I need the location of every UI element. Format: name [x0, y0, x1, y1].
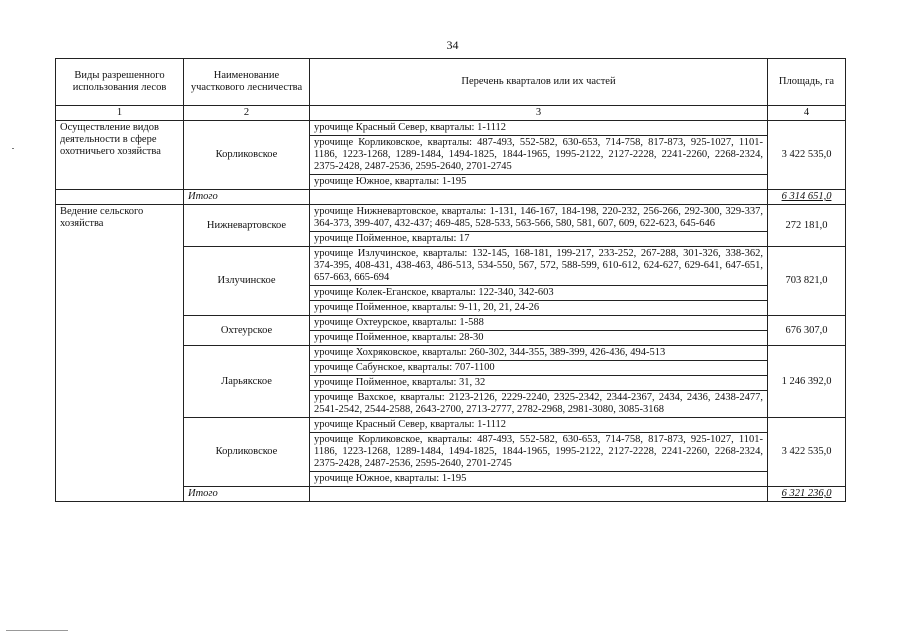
- parcel-cell: урочище Пойменное, кварталы: 28-30: [310, 331, 768, 346]
- area-cell: 3 422 535,0: [768, 121, 846, 190]
- total-row: [56, 190, 846, 205]
- total-label: Итого: [184, 487, 310, 502]
- header-row: [56, 59, 846, 106]
- total-label: Итого: [184, 190, 310, 205]
- use-type-hunting: Осуществление видов деятельности в сфере охотничьего хозяйства: [56, 121, 184, 190]
- col-number: 1: [56, 106, 184, 121]
- forestry-name: Корликовское: [184, 121, 310, 190]
- total-value: 6 314 651,0: [768, 190, 846, 205]
- parcel-cell: урочище Хохряковское, кварталы: 260-302, 344-355, 389-399, 426-436, 494-513: [310, 346, 768, 361]
- forestry-name: Корликовское: [184, 418, 310, 487]
- parcel-cell: урочище Вахское, кварталы: 2123-2126, 2229-2240, 2325-2342, 2344-2367, 2434, 2436, 2438-2477, 2541-2542, 2544-2588, 2643-2700, 2713-2777, 2782-2968, 2981-3080, 3085-3168: [310, 391, 768, 418]
- parcel-cell: урочище Пойменное, кварталы: 31, 32: [310, 376, 768, 391]
- header-parcels: Перечень кварталов или их частей: [310, 59, 768, 106]
- parcel-cell: урочище Пойменное, кварталы: 17: [310, 232, 768, 247]
- total-value: 6 321 236,0: [768, 487, 846, 502]
- forestry-name: Нижневартовское: [184, 205, 310, 247]
- area-cell: 676 307,0: [768, 316, 846, 346]
- parcel-cell: урочище Охтеурское, кварталы: 1-588: [310, 316, 768, 331]
- area-cell: 3 422 535,0: [768, 418, 846, 487]
- use-type-agriculture: Ведение сельского хозяйства: [56, 205, 184, 502]
- parcel-cell: урочище Нижневартовское, кварталы: 1-131, 146-167, 184-198, 220-232, 256-266, 292-300, 329-337, 364-373, 399-407, 432-437; 469-485, 528-533, 563-566, 580, 581, 607, 609, 622-623, 645-646: [310, 205, 768, 232]
- forest-use-table: [55, 58, 846, 502]
- parcel-cell: урочище Пойменное, кварталы: 9-11, 20, 21, 24-26: [310, 301, 768, 316]
- col-number: 3: [310, 106, 768, 121]
- margin-mark: [12, 148, 14, 149]
- page-number: 34: [446, 38, 459, 52]
- parcel-cell: урочище Южное, кварталы: 1-195: [310, 472, 768, 487]
- parcel-cell: урочище Красный Север, кварталы: 1-1112: [310, 121, 768, 136]
- table-row: [56, 121, 846, 136]
- col-number: 2: [184, 106, 310, 121]
- footer-line: [6, 630, 68, 631]
- forestry-name: Охтеурское: [184, 316, 310, 346]
- column-number-row: [56, 106, 846, 121]
- parcel-cell: урочище Красный Север, кварталы: 1-1112: [310, 418, 768, 433]
- header-forestry: Наименование участкового лесничества: [184, 59, 310, 106]
- parcel-cell: урочище Сабунское, кварталы: 707-1100: [310, 361, 768, 376]
- parcel-cell: урочище Излучинское, кварталы: 132-145, 168-181, 199-217, 233-252, 267-288, 301-326, 338-362, 374-395, 408-431, 438-463, 486-513, 534-550, 567, 572, 588-599, 610-612, 624-627, 629-641, 647-651, 657-663, 665-694: [310, 247, 768, 286]
- table-row: [56, 205, 846, 232]
- header-area: Площадь, га: [768, 59, 846, 106]
- forestry-name: Излучинское: [184, 247, 310, 316]
- area-cell: 272 181,0: [768, 205, 846, 247]
- forestry-name: Ларьякское: [184, 346, 310, 418]
- col-number: 4: [768, 106, 846, 121]
- area-cell: 703 821,0: [768, 247, 846, 316]
- area-cell: 1 246 392,0: [768, 346, 846, 418]
- parcel-cell: урочище Колек-Еганское, кварталы: 122-340, 342-603: [310, 286, 768, 301]
- header-use: Виды разрешенного использования лесов: [56, 59, 184, 106]
- parcel-cell: урочище Корликовское, кварталы: 487-493, 552-582, 630-653, 714-758, 817-873, 925-1027, 1101-1186, 1223-1268, 1289-1484, 1494-1825, 1844-1965, 1995-2122, 2127-2228, 2241-2260, 2268-2324, 2375-2428, 2487-2536, 2595-2640, 2701-2745: [310, 433, 768, 472]
- parcel-cell: урочище Южное, кварталы: 1-195: [310, 175, 768, 190]
- parcel-cell: урочище Корликовское, кварталы: 487-493, 552-582, 630-653, 714-758, 817-873, 925-1027, 1101-1186, 1223-1268, 1289-1484, 1494-1825, 1844-1965, 1995-2122, 2127-2228, 2241-2260, 2268-2324, 2375-2428, 2487-2536, 2595-2640, 2701-2745: [310, 136, 768, 175]
